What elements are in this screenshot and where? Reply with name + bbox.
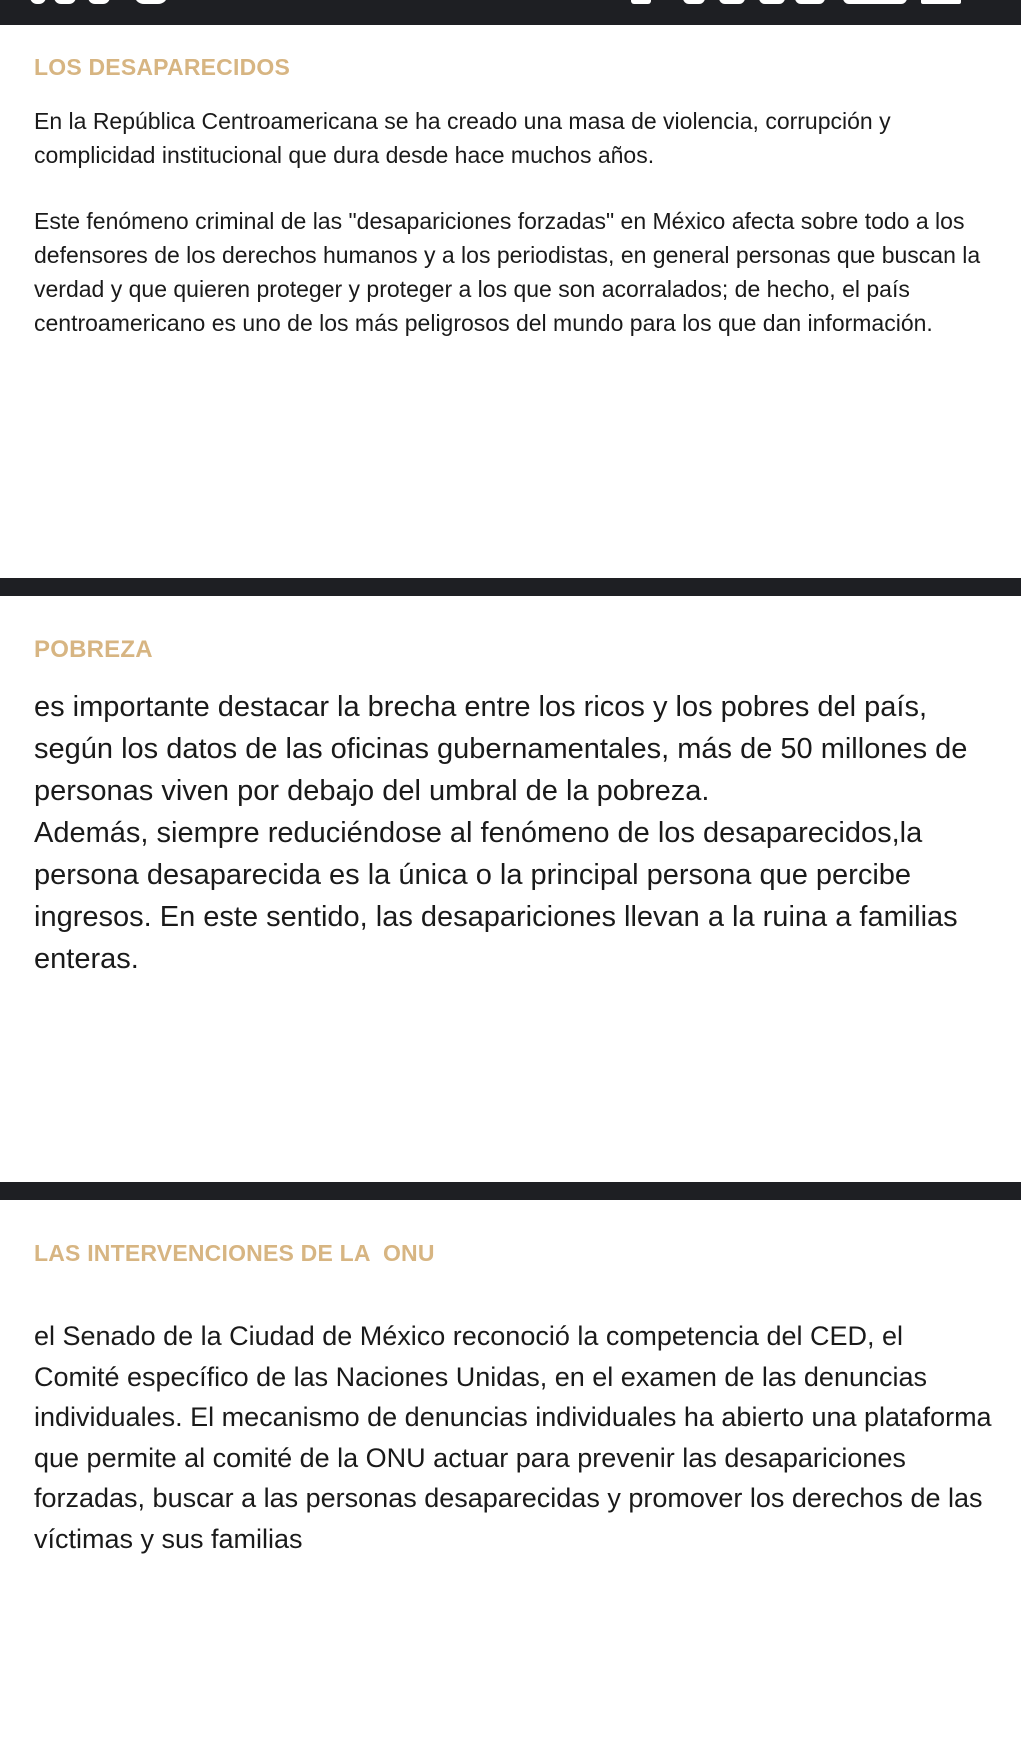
section-heading: LAS INTERVENCIONES DE LA ONU [34, 1240, 435, 1266]
section-paragraph: el Senado de la Ciudad de México reconoció la competencia del CED, el Comité específico de las Naciones Unidas, en el examen de las denuncias individuales. El mecanismo de denuncias individuales ha abierto una plataforma que permite al comité de la ONU actuar para prevenir las desapariciones forzadas, buscar a las personas desaparecidas y promover los derechos de las víctimas y sus familias [34, 1321, 992, 1554]
status-bar-system-icons [631, 0, 991, 10]
section-paragraph: En la República Centroamericana se ha creado una masa de violencia, corrupción y complicidad institucional que dura desde hace muchos años. [34, 108, 891, 168]
battery-icon [921, 0, 961, 4]
data-transfer-icon [759, 0, 785, 4]
notification-icon [631, 0, 651, 4]
section-paragraph: es importante destacar la brecha entre los ricos y los pobres del país, según los datos de las oficinas gubernamentales, más de 50 millones de personas viven por debajo del umbral de la pobreza. [34, 691, 968, 807]
battery-percentage [843, 0, 907, 4]
vibrate-icon [683, 0, 705, 4]
section-paragraph: Este fenómeno criminal de las "desapariciones forzadas" en México afecta sobre todo a los defensores de los derechos humanos y a los periodistas, en general personas que buscan la verdad y que quieren proteger y proteger a los que son acorralados; de hecho, el país centroamericano es uno de los más peligrosos del mundo para los que dan información. [34, 208, 981, 336]
section-heading: POBREZA [34, 636, 153, 663]
section-heading: LOS DESAPARECIDOS [34, 54, 291, 80]
signal-icon [795, 0, 825, 4]
section-divider [0, 578, 1021, 596]
section-divider [0, 1182, 1021, 1200]
status-bar [0, 0, 1021, 25]
status-bar-clock [30, 0, 190, 10]
section-paragraph: Además, siempre reduciéndose al fenómeno de los desaparecidos,la persona desaparecida es la única o la principal persona que percibe ingresos. En este sentido, las desapariciones llevan a la ruina a familias enteras. [34, 817, 958, 975]
wifi-icon [719, 0, 745, 4]
